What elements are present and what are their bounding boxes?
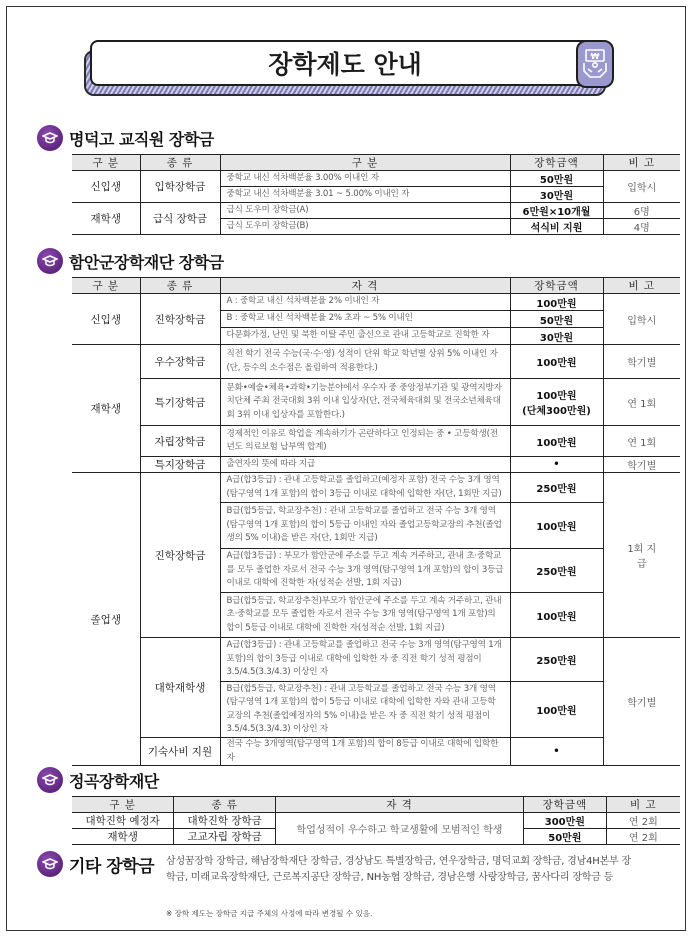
banner-main <box>90 40 600 86</box>
section-header-myeongdeok <box>37 125 214 151</box>
cell-group: 재학생 <box>72 829 174 845</box>
header-type: 종 류 <box>174 797 276 813</box>
cell-amount: 100만원 <box>510 426 603 457</box>
cell-desc: B급(합5등급, 학교장추천) : 관내 고등학교를 졸업하고 전국 수능 3개 영역(탐구영역 1개 포함)의 합이 5등급 이내로 대학에 입학한 자와 관내 고등학교장의 추천(졸업예정자의 5% 이내)을 받은 자 중 직전 학기 성적 평점이 3.5/4.5(3.3/4.3) 이상인 자 <box>220 682 510 738</box>
cell-amount: 50만원 <box>524 829 607 845</box>
cell-group: 재학생 <box>72 345 140 473</box>
cell-type: 입학장학금 <box>140 171 220 203</box>
cell-amount: 250만원 <box>510 638 603 682</box>
cell-amount: 250만원 <box>510 549 603 593</box>
table-header <box>72 278 680 294</box>
cell-desc: B급(합5등급, 학교장추천) : 관내 고등학교를 졸업하고 전국 수능 3개 영역(탐구영역 1개 포함)의 합이 5등급 이내인 자와 졸업고등학교장의 추천(졸업생의 5% 이내)을 받은 자(단, 1회만 지급) <box>220 503 510 549</box>
cell-type: 특지장학금 <box>140 457 220 473</box>
graduation-cap-icon <box>37 851 63 877</box>
title-banner <box>84 40 614 96</box>
cell-note: 학기별 <box>603 638 680 766</box>
header-amount: 장학금액 <box>524 797 607 813</box>
cell-desc: 중학교 내신 석차백분율 3.01 ~ 5.00% 이내인 자 <box>220 187 510 203</box>
cell-amount: • <box>510 738 603 766</box>
cell-amount: 100만원 <box>510 294 603 311</box>
table-row <box>72 457 680 473</box>
footnote: ※ 장학 제도는 장학금 지급 주체의 사정에 따라 변경될 수 있음. <box>166 909 373 918</box>
amount-value: 100만원 <box>536 391 577 402</box>
cell-type: 대학재학생 <box>140 638 220 738</box>
money-hands-icon <box>576 40 614 88</box>
svg-text:₩: ₩ <box>590 52 600 61</box>
table-row <box>72 379 680 426</box>
cell-desc: 다문화가정, 난민 및 북한 이탈 주민 출신으로 관내 고등학교로 진학한 자 <box>220 328 510 345</box>
header-note: 비 고 <box>606 797 680 813</box>
cell-note: 학기별 <box>603 457 680 473</box>
section-title: 명덕고 교직원 장학금 <box>69 129 214 149</box>
graduation-cap-icon <box>37 248 63 274</box>
cell-amount: 6만원×10개월 <box>510 203 603 219</box>
cell-desc: 직전 학기 전국 수능(국·수·영) 성적이 단위 학교 학년별 상위 5% 이내인 자(단, 등수의 소수점은 올림하여 적용한다.) <box>220 345 510 379</box>
cell-type: 우수장학금 <box>140 345 220 379</box>
header-note: 비 고 <box>603 155 680 171</box>
cell-amount: 100만원 <box>510 682 603 738</box>
cell-note: 6명 <box>603 203 680 219</box>
header-note: 비 고 <box>603 278 680 294</box>
header-criteria: 자 격 <box>220 278 510 294</box>
cell-type: 고교자립 장학금 <box>174 829 276 845</box>
header-criteria: 자 격 <box>276 797 524 813</box>
table-header <box>72 797 680 813</box>
cell-amount: • <box>510 457 603 473</box>
cell-note: 입학시 <box>603 294 680 345</box>
cell-group: 재학생 <box>72 203 140 235</box>
graduation-cap-icon <box>37 125 63 151</box>
cell-group: 신입생 <box>72 171 140 203</box>
graduation-cap-icon <box>37 767 63 793</box>
cell-type: 특기장학금 <box>140 379 220 426</box>
cell-desc: 급식 도우미 장학금(B) <box>220 219 510 235</box>
table-row <box>72 345 680 379</box>
cell-note: 연 1회 <box>603 379 680 426</box>
cell-amount: 300만원 <box>524 813 607 829</box>
cell-amount: 석식비 지원 <box>510 219 603 235</box>
cell-note: 연 1회 <box>603 426 680 457</box>
cell-desc: B급(합5등급, 학교장추천)부모가 함안군에 주소를 두고 계속 거주하고, 관내 초·중학교를 모두 졸업한 자로서 전국 수능 3개 영역(탐구영역 1개 포함)의 합이 5등급 이내로 대학에 진학한 자(성적순 선발, 1회 지급) <box>220 593 510 638</box>
cell-note: 연 2회 <box>606 813 680 829</box>
header-amount: 장학금액 <box>510 155 603 171</box>
cell-type: 자립장학금 <box>140 426 220 457</box>
cell-type: 진학장학금 <box>140 473 220 638</box>
cell-desc: 문화•예술•체육•과학•기능분야에서 우수자 중 중앙정부기관 및 광역지방자치단체 주최 전국대회 3위 이내 입상자(단, 전국체육대회 및 전국소년체육대회 3위 이내 입상자를 포함한다.) <box>220 379 510 426</box>
cell-amount: 50만원 <box>510 311 603 328</box>
cell-type: 기숙사비 지원 <box>140 738 220 766</box>
cell-note: 1회 지급 <box>603 473 680 638</box>
table-header <box>72 155 680 171</box>
cell-note: 입학시 <box>603 171 680 203</box>
cell-note: 연 2회 <box>606 829 680 845</box>
cell-amount: 250만원 <box>510 473 603 503</box>
cell-desc: 급식 도우미 장학금(A) <box>220 203 510 219</box>
cell-amount: 100만원 <box>510 345 603 379</box>
amount-group-value: (단체300만원) <box>522 406 591 417</box>
table-row <box>72 171 680 187</box>
cell-desc: A급(합3등급) : 관내 고등학교를 졸업하고 전국 수능 3개 영역(탐구영역 1개 포함)의 합이 3등급 이내로 대학에 입학한 자 중 직전 학기 성적 평점이 3.5/4.5(3.3/4.3) 이상인 자 <box>220 638 510 682</box>
cell-type: 진학장학금 <box>140 294 220 345</box>
header-category: 구 분 <box>72 155 140 171</box>
cell-amount: 50만원 <box>510 171 603 187</box>
table-row <box>72 813 680 829</box>
cell-group: 졸업생 <box>72 473 140 766</box>
section-header-jeonggok <box>37 767 159 793</box>
cell-desc: 전국 수능 3개영역(탐구영역 1개 포함)의 합이 8등급 이내로 대학에 입학한 자 <box>220 738 510 766</box>
cell-group: 신입생 <box>72 294 140 345</box>
cell-desc: 출연자의 뜻에 따라 지급 <box>220 457 510 473</box>
cell-amount: 30만원 <box>510 187 603 203</box>
cell-note: 4명 <box>603 219 680 235</box>
header-type: 종 류 <box>140 278 220 294</box>
section-title: 기타 장학금 <box>69 856 155 877</box>
table-row <box>72 294 680 311</box>
cell-type: 급식 장학금 <box>140 203 220 235</box>
header-type: 종 류 <box>140 155 220 171</box>
table-row <box>72 203 680 219</box>
cell-amount: 100만원 <box>510 503 603 549</box>
cell-group: 대학진학 예정자 <box>72 813 174 829</box>
section-title: 함안군장학재단 장학금 <box>69 252 224 272</box>
jeonggok-scholarship-table <box>72 796 680 845</box>
cell-desc: B : 중학교 내신 석차백분율 2% 초과 ~ 5% 이내인 <box>220 311 510 328</box>
header-criteria: 구 분 <box>220 155 510 171</box>
cell-amount <box>510 379 603 426</box>
section-header-haman <box>37 248 224 274</box>
cell-note: 학기별 <box>603 345 680 379</box>
table-row <box>72 738 680 766</box>
other-scholarships-list: 삼성꿈장학 장학금, 해남장학재단 장학금, 경상남도 특별장학금, 연우장학금, 명덕교회 장학금, 경남4H본부 장학금, 미래교육장학재단, 근로복지공단 장학금, NH농협 장학금, 경남은행 사랑장학금, 꿈사다리 장학금 등 <box>166 856 631 883</box>
cell-type: 대학진학 장학금 <box>174 813 276 829</box>
table-row <box>72 638 680 682</box>
header-category: 구 분 <box>72 797 174 813</box>
cell-desc: 중학교 내신 석차백분율 3.00% 이내인 자 <box>220 171 510 187</box>
cell-amount: 30만원 <box>510 328 603 345</box>
cell-desc: 경제적인 이유로 학업을 계속하기가 곤란하다고 인정되는 중 • 고등학생(전년도 의료보험 납부액 합계) <box>220 426 510 457</box>
cell-desc: A급(합3등급) : 관내 고등학교를 졸업하고(예정자 포함) 전국 수능 3개 영역(탐구영역 1개 포함)의 합이 3등급 이내로 대학에 입학한 자(단, 1회만 지급) <box>220 473 510 503</box>
header-amount: 장학금액 <box>510 278 603 294</box>
cell-desc: A : 중학교 내신 석차백분율 2% 이내인 자 <box>220 294 510 311</box>
table-row <box>72 473 680 503</box>
header-category: 구 분 <box>72 278 140 294</box>
table-row <box>72 426 680 457</box>
section-header-other <box>37 851 154 877</box>
haman-scholarship-table <box>72 277 680 766</box>
page-title: 장학제도 안내 <box>268 50 422 79</box>
section-title: 정곡장학재단 <box>69 771 159 791</box>
cell-amount: 100만원 <box>510 593 603 638</box>
cell-desc: A급(합3등급) : 부모가 함안군에 주소를 두고 계속 거주하고, 관내 초·중학교를 모두 졸업한 자로서 전국 수능 3개 영역(탐구영역 1개 포함)의 합이 3등급 이내로 대학에 진학한 자(성적순 선발, 1회 지급) <box>220 549 510 593</box>
cell-desc: 학업성적이 우수하고 학교생활에 모범적인 학생 <box>276 813 524 845</box>
myeongdeok-scholarship-table <box>72 154 680 235</box>
